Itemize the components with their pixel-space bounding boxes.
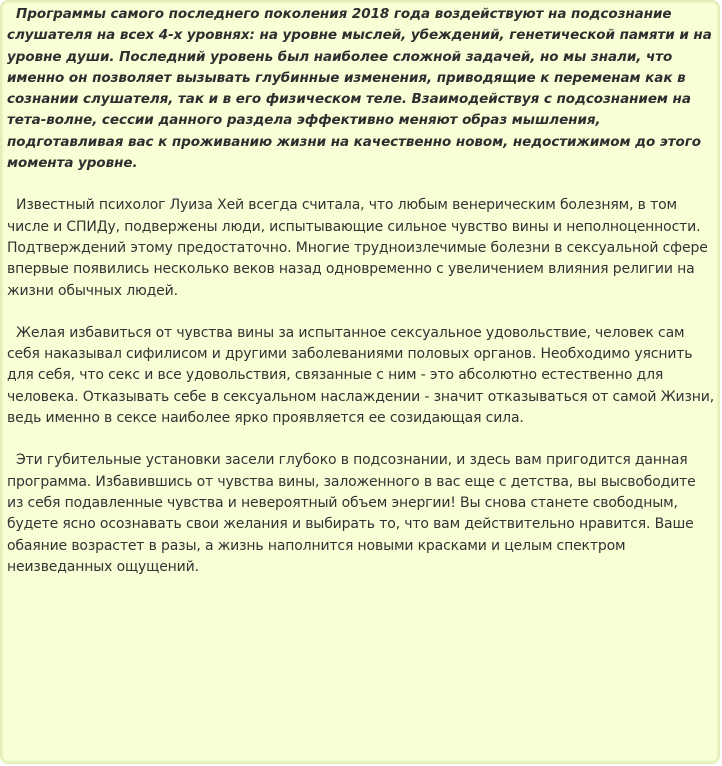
body-paragraph-2: Желая избавиться от чувства вины за испытанное сексуальное удовольствие, человек сам себя наказывал сифилисом и другими заболеваниями половых органов. Необходимо уяснить для себя, что секс и все удовольствия, связанные с ним - это абсолютно естественно для человека. Отказывать себе в сексуальном наслаждении - значит отказываться от самой Жизни, ведь именно в сексе наиболее ярко проявляется ее созидающая сила.: [7, 324, 715, 427]
body-paragraph-3: Эти губительные установки засели глубоко в подсознании, и здесь вам пригодится данная программа. Избавившись от чувства вины, заложенного в вас еще с детства, вы высвободите из себя подавленные чувства и невероятный объем энергии! Вы снова станете свободным, будете ясно осознавать свои желания и выбирать то, что вам действительно нравится. Ваше обаяние возрастет в разы, а жизнь наполнится новыми красками и целым спектром неизведанных ощущений.: [7, 452, 696, 575]
body-paragraph-1: Известный психолог Луиза Хей всегда считала, что любым венерическим болезням, в том числе и СПИДу, подвержены люди, испытывающие сильное чувство вины и неполноценности. Подтверждений этому предостаточно. Многие трудноизлечимые болезни в сексуальной сфере впервые появились несколько веков назад одновременно с увеличением влияния религии на жизни обычных людей.: [7, 197, 708, 299]
intro-paragraph: Программы самого последнего поколения 2018 года воздействуют на подсознание слушателя на всех 4-х уровнях: на уровне мыслей, убеждений, генетической памяти и на уровне души. Последний уровень был наиболее сложной задачей, но мы знали, что именно он позволяет вызывать глубинные изменения, приводящие к переменам как в сознании слушателя, так и в его физическом теле. Взаимодействуя с подсознанием на тета-волне, сессии данного раздела эффективно меняют образ мышления, подготавливая вас к проживанию жизни на качественно новом, недостижимом до этого момента уровне.: [7, 6, 712, 172]
